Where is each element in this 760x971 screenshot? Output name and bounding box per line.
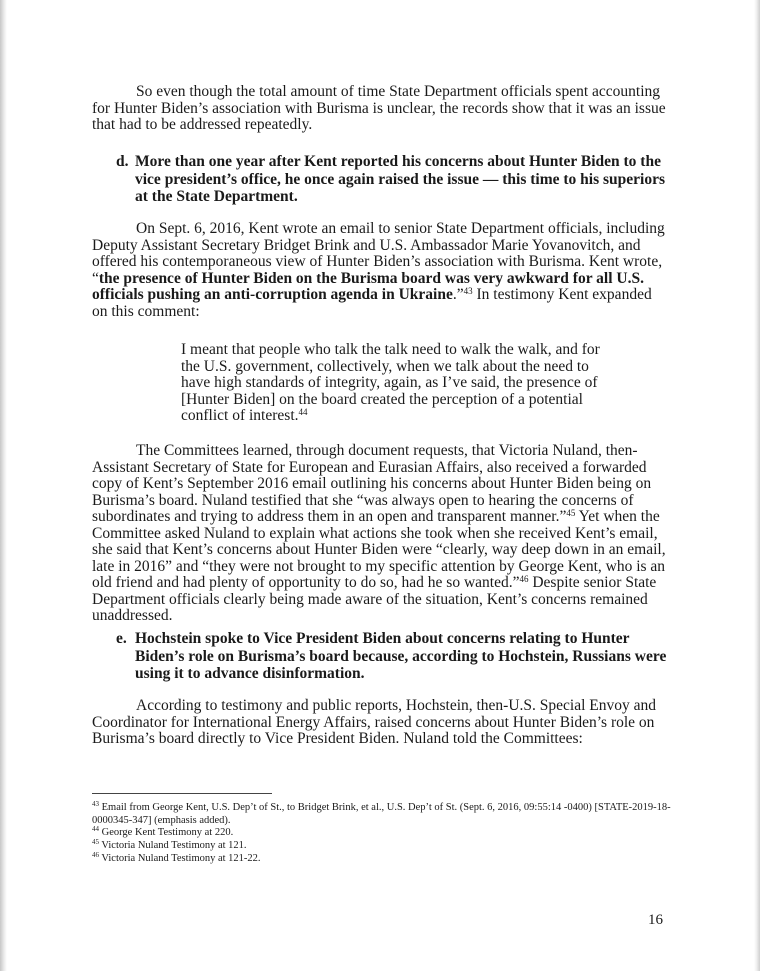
- section-letter-d: d.: [116, 153, 129, 170]
- section-letter-e: e.: [116, 630, 127, 647]
- footnote-text: George Kent Testimony at 220.: [99, 827, 234, 838]
- nuland-text-b: Yet when the Committee asked Nuland to explain what actions she took when she received Kent’s email, she said that Kent’s concerns about Hunter Biden were “clearly, way deep down in an email, late in 2016” and “they were not brought to my specific attention by George Kent, who is an old friend and had plenty of opportunity to do so, had he so wanted.”: [92, 508, 666, 591]
- footnote-ref-44: 44: [298, 407, 308, 417]
- paragraph-nuland: [92, 443, 670, 625]
- kent-email-bold-quote: the presence of Hunter Biden on the Burisma board was very awkward for all U.S. officials pushing an anti-corruption agenda in Ukraine: [92, 269, 644, 303]
- footnote-number: 45: [92, 838, 99, 846]
- footnote-46: [92, 853, 672, 866]
- footnote-ref-46: 46: [519, 574, 529, 584]
- block-quote-text: I meant that people who talk the talk need to walk the walk, and for the U.S. government, collectively, when we talk about the need to have high standards of integrity, again, as I’ve said, the presence of [Hunter Biden] on the board created the perception of a potential conflict of interest.: [181, 341, 600, 424]
- section-heading-d-text: More than one year after Kent reported his concerns about Hunter Biden to the vice president’s office, he once again raised the issue — this time to his superiors at the State Department.: [135, 153, 665, 205]
- kent-email-text-a: On Sept. 6, 2016, Kent wrote an email to senior State Department officials, including Deputy Assistant Secretary Bridget Brink and U.S. Ambassador Marie Yovanovitch, and offered his contemporaneous view of Hunter Biden’s association with Burisma. Kent wrote, “: [92, 220, 665, 287]
- section-heading-e: [116, 630, 675, 683]
- nuland-text-a: The Committees learned, through document requests, that Victoria Nuland, then-Assistant Secretary of State for European and Eurasian Affairs, also received a forwarded copy of Kent’s September 2016 email outlining his concerns about Hunter Biden being on Burisma’s board. Nuland testified that she “was always open to hearing the concerns of subordinates and trying to address them in an open and transparent manner.”: [92, 442, 652, 525]
- footnote-number: 44: [92, 825, 99, 833]
- page-number: 16: [648, 912, 663, 928]
- nuland-text-c: Despite senior State Department officials clearly being made aware of the situation, Kent’s concerns remained unaddressed.: [92, 574, 657, 624]
- footnote-number: 43: [92, 800, 99, 808]
- section-heading-d: [116, 153, 675, 206]
- footnote-text: Email from George Kent, U.S. Dep’t of St., to Bridget Brink, et al., U.S. Dep’t of St. (Sept. 6, 2016, 09:55:14 -0400) [STATE-2019-18-0000345-347] (emphasis added).: [92, 802, 671, 826]
- section-heading-e-text: Hochstein spoke to Vice President Biden about concerns relating to Hunter Biden’s role on Burisma’s board because, according to Hochstein, Russians were using it to advance disinformation.: [135, 630, 667, 682]
- paragraph-records-summary: So even though the total amount of time State Department officials spent accounting for Hunter Biden’s association with Burisma is unclear, the records show that it was an issue that had to be addressed repeatedly.: [92, 83, 666, 133]
- footnote-text: Victoria Nuland Testimony at 121-22.: [99, 853, 261, 864]
- block-quote-kent-testimony: [181, 342, 601, 425]
- footnote-43: [92, 802, 672, 827]
- footnote-text: Victoria Nuland Testimony at 121.: [99, 840, 247, 851]
- paragraph-hochstein: According to testimony and public reports, Hochstein, then-U.S. Special Envoy and Coordinator for International Energy Affairs, raised concerns about Hunter Biden’s role on Burisma’s board directly to Vice President Biden. Nuland told the Committees:: [92, 697, 657, 747]
- page-right-edge: [754, 0, 760, 971]
- footnote-45: [92, 840, 672, 853]
- kent-email-text-c: In testimony Kent expanded on this comment:: [92, 286, 652, 320]
- footnote-number: 46: [92, 851, 99, 859]
- footnote-ref-45: 45: [566, 508, 576, 518]
- kent-email-text-b: .”: [452, 286, 464, 303]
- footnote-ref-43: 43: [463, 286, 473, 296]
- footnote-44: [92, 827, 672, 840]
- footnote-separator: [92, 793, 272, 794]
- paragraph-kent-email: [92, 221, 670, 320]
- page-left-edge: [0, 0, 7, 971]
